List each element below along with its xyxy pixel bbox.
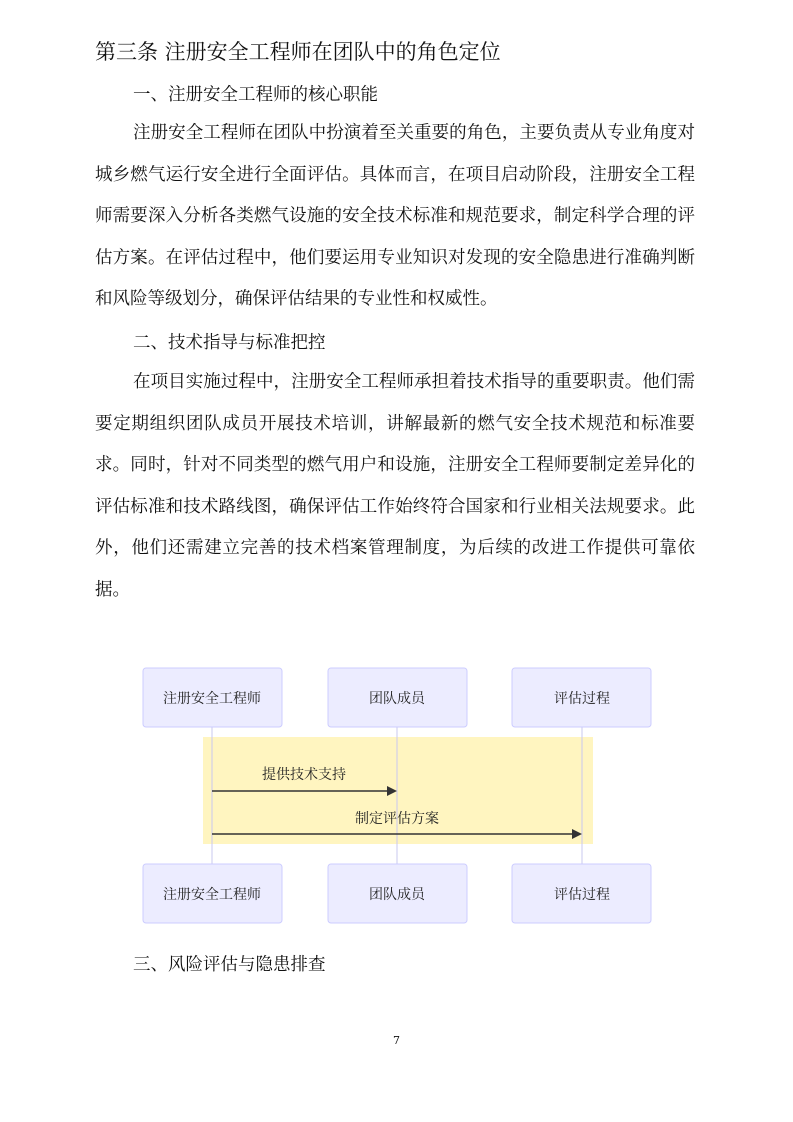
page-number: 7 <box>393 1034 400 1047</box>
participant-team-top <box>328 668 467 727</box>
svg-text:提供技术支持: 提供技术支持 <box>262 767 346 783</box>
svg-text:团队成员: 团队成员 <box>369 691 425 707</box>
participant-engineer-bottom <box>143 864 282 923</box>
participant-evaluation-bottom <box>512 864 651 923</box>
participant-evaluation-top <box>512 668 651 727</box>
svg-text:注册安全工程师: 注册安全工程师 <box>163 691 261 707</box>
svg-text:制定评估方案: 制定评估方案 <box>355 811 439 827</box>
participant-team-bottom <box>328 864 467 923</box>
section-3-heading: 三、风险评估与隐患排查 <box>133 955 326 975</box>
participant-engineer-top <box>143 668 282 727</box>
svg-text:评估过程: 评估过程 <box>554 691 610 707</box>
section-1-heading: 一、注册安全工程师的核心职能 <box>133 85 378 105</box>
section-1-paragraph: 注册安全工程师在团队中扮演着至关重要的角色，主要负责从专业角度对城乡燃气运行安全进行全面评估。具体而言，在项目启动阶段，注册安全工程师需要深入分析各类燃气设施的安全技术标准和规范要求，制定科学合理的评估方案。在评估过程中，他们要运用专业知识对发现的安全隐患进行准确判断和风险等级划分，确保评估结果的专业性和权威性。 <box>95 123 695 309</box>
svg-text:注册安全工程师: 注册安全工程师 <box>163 887 261 903</box>
svg-text:评估过程: 评估过程 <box>554 887 610 903</box>
article-title: 第三条 注册安全工程师在团队中的角色定位 <box>95 40 501 64</box>
section-2-paragraph: 在项目实施过程中，注册安全工程师承担着技术指导的重要职责。他们需要定期组织团队成员开展技术培训，讲解最新的燃气安全技术规范和标准要求。同时，针对不同类型的燃气用户和设施，注册安全工程师要制定差异化的评估标准和技术路线图，确保评估工作始终符合国家和行业相关法规要求。此外，他们还需建立完善的技术档案管理制度，为后续的改进工作提供可靠依据。 <box>95 372 695 600</box>
svg-text:团队成员: 团队成员 <box>369 887 425 903</box>
section-2-heading: 二、技术指导与标准把控 <box>133 333 326 353</box>
